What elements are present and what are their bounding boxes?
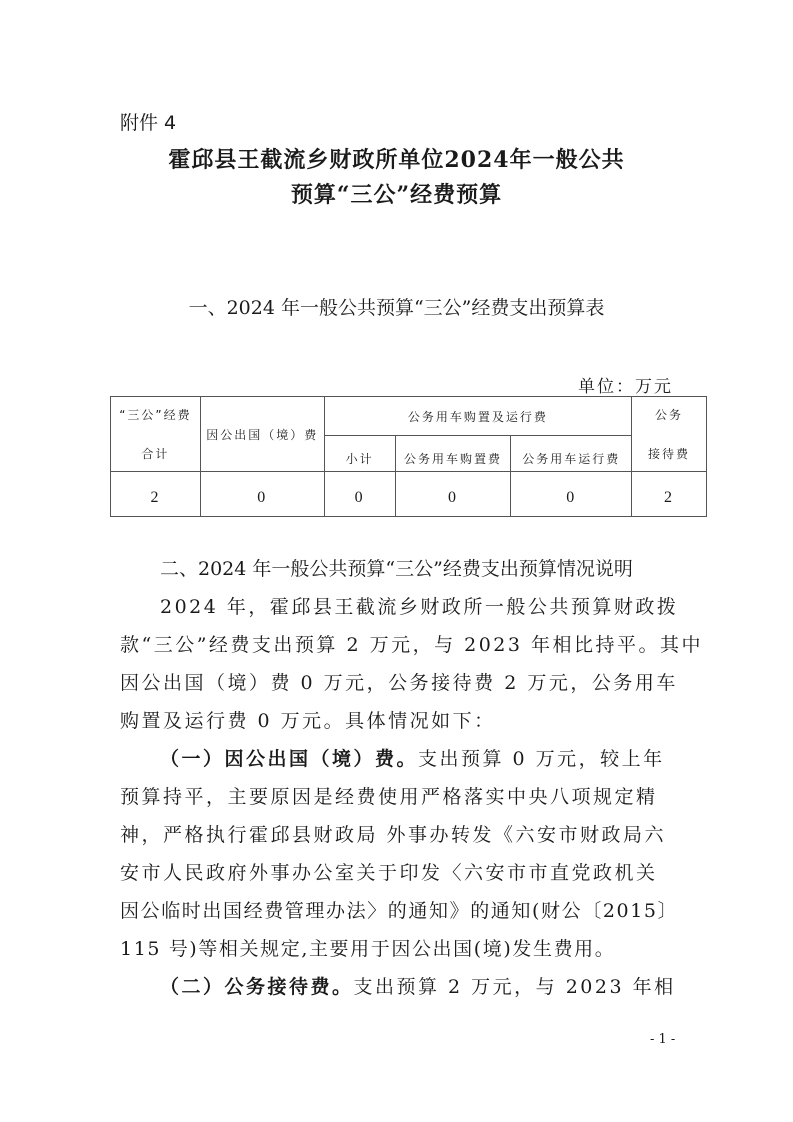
body-line: 购置及运行费 0 万元。具体情况如下： <box>120 710 496 732</box>
item1-line: 神，严格执行霍邱县财政局 外事办转发《六安市财政局六 <box>120 824 667 846</box>
value-vehicle-purchase: 0 <box>395 472 511 517</box>
table-row <box>111 472 707 517</box>
value-vehicle-subtotal: 0 <box>324 472 395 517</box>
header-vehicle-subtotal: 小计 <box>324 436 395 472</box>
attachment-label: 附件 4 <box>120 112 177 134</box>
unit-label: 单位：万元 <box>578 377 673 397</box>
document-title-line2: 预算“三公”经费预算 <box>290 182 503 208</box>
item1-first-rest: 支出预算 0 万元，较上年 <box>418 748 665 770</box>
header-abroad: 因公出国（境）费 <box>200 397 324 472</box>
body-line: 款“三公”经费支出预算 2 万元，与 2023 年相比持平。其中 <box>120 634 704 656</box>
item1-line: 因公临时出国经费管理办法〉的通知》的通知(财公〔2015〕 <box>120 900 679 922</box>
item1-heading: （一）因公出国（境）费。 <box>160 748 419 770</box>
header-reception-line1: 公务 <box>655 408 684 422</box>
body-line: 因公出国（境）费 0 万元，公务接待费 2 万元，公务用车 <box>120 672 678 694</box>
page-number: - 1 - <box>650 1032 676 1047</box>
value-vehicle-operation: 0 <box>511 472 632 517</box>
budget-table <box>110 396 707 517</box>
header-reception <box>632 397 707 472</box>
header-reception-line2: 接待费 <box>648 447 691 461</box>
header-total-line2: 合计 <box>141 447 170 461</box>
item1-line: 115 号)等相关规定,主要用于因公出国(境)发生费用。 <box>120 938 616 960</box>
section2-heading: 二、2024 年一般公共预算“三公”经费支出预算情况说明 <box>160 558 633 580</box>
item1-first-line <box>160 744 665 771</box>
document-title-line1: 霍邱县王截流乡财政所单位2024年一般公共 <box>168 147 625 173</box>
body-line: 2024 年，霍邱县王截流乡财政所一般公共预算财政拨 <box>160 596 679 618</box>
item1-line: 安市人民政府外事办公室关于印发〈六安市市直党政机关 <box>120 862 658 884</box>
section1-heading: 一、2024 年一般公共预算“三公”经费支出预算表 <box>188 297 605 319</box>
item1-line: 预算持平，主要原因是经费使用严格落实中央八项规定精 <box>120 786 658 808</box>
value-reception: 2 <box>632 472 707 517</box>
header-vehicle-group: 公务用车购置及运行费 <box>324 397 631 436</box>
header-vehicle-purchase: 公务用车购置费 <box>395 436 511 472</box>
value-abroad: 0 <box>200 472 324 517</box>
item2-heading: （二）公务接待费。 <box>160 976 354 998</box>
item2-first-line <box>160 972 676 999</box>
header-total-line1: “三公”经费 <box>119 408 192 422</box>
item2-first-rest: 支出预算 2 万元，与 2023 年相 <box>353 976 676 998</box>
header-vehicle-operation: 公务用车运行费 <box>511 436 632 472</box>
value-total: 2 <box>111 472 201 517</box>
header-total <box>111 397 201 472</box>
